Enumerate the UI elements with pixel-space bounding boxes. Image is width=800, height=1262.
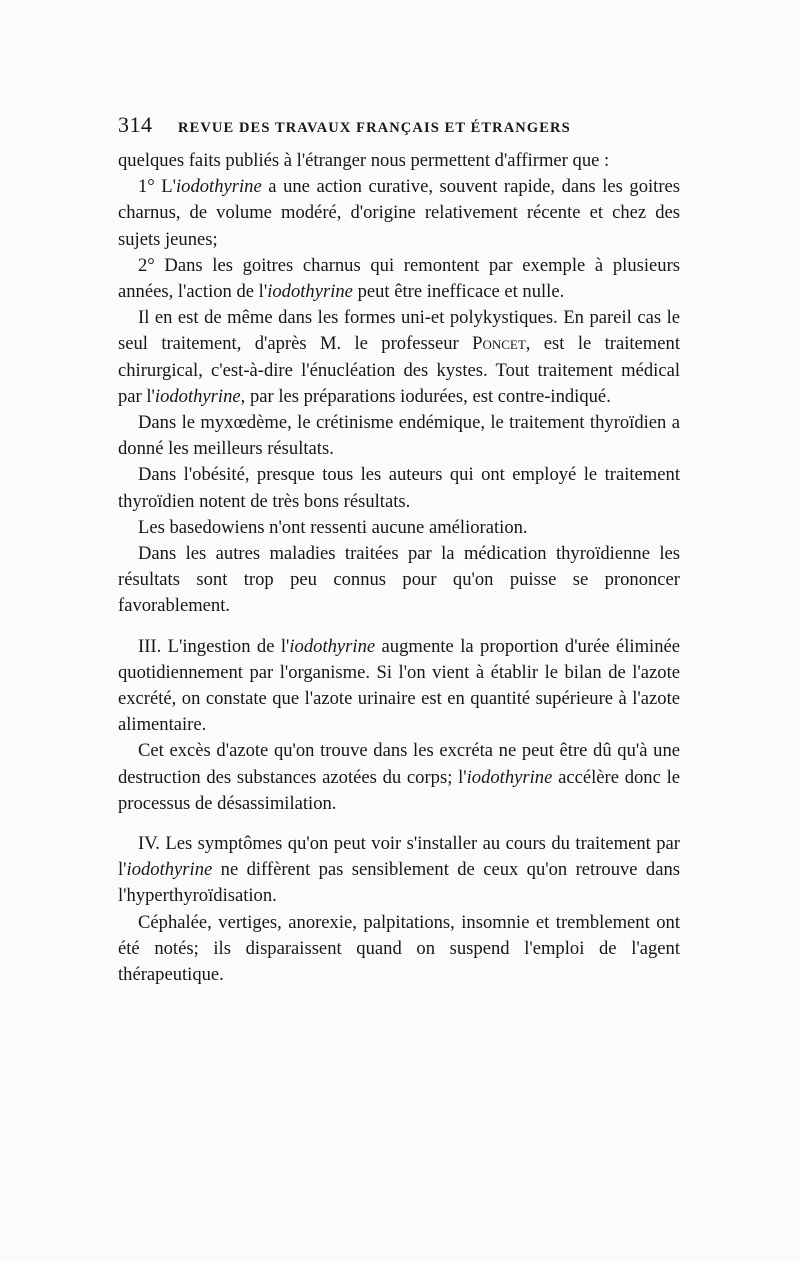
text-run: Cet excès d'azote qu'on trouve dans les excréta ne peut être dû qu'à une destruction des substances azotées du corps; l' bbox=[118, 740, 680, 788]
text-run: Céphalée, vertiges, anorexie, palpitations, insomnie et tremblement ont été notés; ils disparaissent quand on suspend l'emploi de l'agent thérapeutique. bbox=[118, 911, 680, 986]
text-run: 1° L' bbox=[138, 176, 176, 198]
text-run: Dans l'obésité, presque tous les auteurs qui ont employé le traitement thyroïdien notent de très bons résultats. bbox=[118, 464, 680, 512]
text-run: , par les préparations iodurées, est contre-indiqué. bbox=[240, 385, 611, 407]
italic-term: iodothyrine bbox=[466, 766, 553, 788]
paragraph bbox=[118, 174, 680, 253]
paragraph bbox=[118, 305, 680, 410]
page-number: 314 bbox=[118, 112, 153, 137]
italic-term: iodothyrine bbox=[289, 635, 376, 657]
text-run: 2° Dans les goitres charnus qui remontent par exemple à plusieurs années, l'action de l' bbox=[118, 254, 680, 303]
text-run: Dans le myxœdème, le crétinisme endémique, le traitement thyroïdien a donné les meilleurs résultats. bbox=[118, 412, 680, 460]
text-run: augmente la proportion d'urée éliminée quotidiennement par l'organisme. Si l'on vient à établir le bilan de l'azote excrété, on constate que l'azote urinaire est en quantité supérieure à l'azote alimentaire. bbox=[118, 635, 680, 736]
running-head: REVUE DES TRAVAUX FRANÇAIS ET ÉTRANGERS bbox=[178, 120, 571, 136]
text-run: III. L'ingestion de l' bbox=[138, 635, 290, 657]
paragraph bbox=[118, 148, 680, 174]
italic-term: iodothyrine bbox=[267, 281, 353, 303]
paragraph bbox=[118, 253, 680, 305]
text-run: Dans les autres maladies traitées par la médication thyroïdienne les résultats sont trop peu connus pour qu'on puisse se prononcer favorablement. bbox=[118, 543, 680, 617]
text-run: peut être inefficace et nulle. bbox=[352, 281, 565, 303]
paragraph bbox=[118, 515, 680, 541]
text-run: ne diffèrent pas sensiblement de ceux qu'on retrouve dans l'hyperthyroïdisation. bbox=[118, 859, 680, 907]
author-name: Poncet bbox=[472, 333, 526, 355]
text-run: , est le traitement chirurgical, c'est-à-dire l'énucléation des kystes. Tout traitement médical par l' bbox=[118, 333, 680, 407]
page-header bbox=[118, 112, 680, 142]
paragraph bbox=[118, 634, 680, 739]
paragraph bbox=[118, 462, 680, 514]
text-run: quelques faits publiés à l'étranger nous permettent d'affirmer que : bbox=[118, 150, 610, 171]
paragraph bbox=[118, 910, 680, 989]
italic-term: iodothyrine bbox=[154, 385, 241, 407]
paragraph bbox=[118, 541, 680, 620]
text-run: IV. Les symptômes qu'on peut voir s'installer au cours du traitement par l' bbox=[118, 833, 680, 881]
italic-term: iodothyrine bbox=[126, 859, 213, 881]
body-text bbox=[118, 148, 680, 988]
text-run: Les basedowiens n'ont ressenti aucune amélioration. bbox=[138, 516, 528, 538]
paragraph bbox=[118, 410, 680, 462]
text-run: a une action curative, souvent rapide, dans les goitres charnus, de volume modéré, d'origine relativement récente et chez des sujets jeunes; bbox=[118, 176, 681, 250]
italic-term: iodothyrine bbox=[176, 176, 262, 198]
text-run: accélère donc le processus de désassimilation. bbox=[118, 766, 680, 814]
paragraph bbox=[118, 738, 680, 817]
text-run: Il en est de même dans les formes uni-et polykystiques. En pareil cas le seul traitement, d'après M. le professeur bbox=[118, 307, 680, 355]
paragraph bbox=[118, 831, 680, 910]
